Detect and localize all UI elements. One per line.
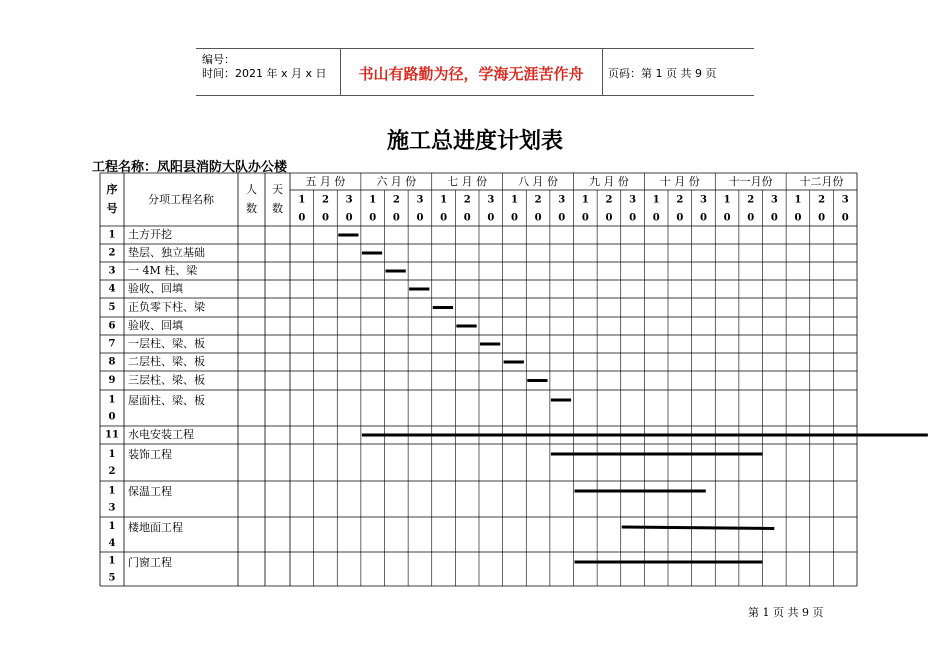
day-tick-label: 0 xyxy=(652,212,660,224)
day-tick-label: 3 xyxy=(629,194,637,206)
time-label: 时间：2021 年 x 月 x 日 xyxy=(202,67,327,80)
header-days-label: 天 xyxy=(272,183,283,196)
page-footer: 第 1 页 共 9 页 xyxy=(748,606,824,619)
month-label: 十二月份 xyxy=(799,175,844,188)
month-label: 八 月 份 xyxy=(518,175,559,188)
header-people-label: 人 xyxy=(246,183,257,196)
row-seq-number: 3 xyxy=(108,265,116,277)
day-tick-label: 2 xyxy=(463,194,471,206)
month-label: 七 月 份 xyxy=(447,175,488,188)
row-seq-number: 6 xyxy=(108,320,116,332)
day-tick-label: 0 xyxy=(463,212,471,224)
day-tick-label: 1 xyxy=(794,194,802,206)
day-tick-label: 0 xyxy=(534,212,542,224)
row-seq-number: 4 xyxy=(108,283,116,295)
day-tick-label: 0 xyxy=(345,212,353,224)
row-seq-number: 2 xyxy=(108,247,116,259)
row-seq-number: 11 xyxy=(105,429,119,441)
header-seq-label: 号 xyxy=(106,202,118,215)
month-label: 十 月 份 xyxy=(659,175,700,188)
row-task-name: 一 4M 柱、梁 xyxy=(128,264,198,277)
day-tick-label: 3 xyxy=(699,194,707,206)
day-tick-label: 1 xyxy=(440,194,448,206)
day-tick-label: 0 xyxy=(321,212,329,224)
row-seq-number: 7 xyxy=(108,338,116,350)
month-label: 九 月 份 xyxy=(588,175,629,188)
day-tick-label: 1 xyxy=(298,194,306,206)
row-seq-number: 8 xyxy=(108,356,116,368)
header-people-label: 数 xyxy=(246,202,257,215)
day-tick-label: 2 xyxy=(747,194,755,206)
motto: 书山有路勤为径，学海无涯苦作舟 xyxy=(358,65,584,83)
day-tick-label: 0 xyxy=(369,212,377,224)
month-label: 十一月份 xyxy=(728,175,773,188)
row-task-name: 验收、回填 xyxy=(128,282,183,295)
day-tick-label: 3 xyxy=(487,194,495,206)
day-tick-label: 0 xyxy=(794,212,802,224)
project-name: 工程名称：凤阳县消防大队办公楼 xyxy=(92,160,288,175)
day-tick-label: 1 xyxy=(369,194,377,206)
day-tick-label: 2 xyxy=(676,194,684,206)
row-task-name: 验收、回填 xyxy=(128,319,183,332)
day-tick-label: 0 xyxy=(818,212,826,224)
day-tick-label: 3 xyxy=(841,194,849,206)
day-tick-label: 2 xyxy=(321,194,329,206)
day-tick-label: 3 xyxy=(345,194,353,206)
row-seq-number: 4 xyxy=(108,538,116,549)
day-tick-label: 0 xyxy=(416,212,424,224)
row-task-name: 装饰工程 xyxy=(128,448,172,461)
row-task-name: 水电安装工程 xyxy=(128,428,194,441)
month-label: 五 月 份 xyxy=(305,175,346,188)
header-seq-label: 序 xyxy=(106,183,118,196)
header-days-label: 数 xyxy=(272,202,283,215)
row-seq-number: 1 xyxy=(108,485,116,497)
day-tick-label: 0 xyxy=(841,212,849,224)
day-tick-label: 1 xyxy=(652,194,660,206)
day-tick-label: 0 xyxy=(605,212,613,224)
day-tick-label: 0 xyxy=(581,212,589,224)
row-task-name: 楼地面工程 xyxy=(128,521,183,534)
row-task-name: 保温工程 xyxy=(128,485,172,498)
row-task-name: 门窗工程 xyxy=(128,556,172,569)
day-tick-label: 1 xyxy=(510,194,518,206)
day-tick-label: 2 xyxy=(392,194,400,206)
day-tick-label: 2 xyxy=(818,194,826,206)
row-seq-number: 2 xyxy=(108,466,116,477)
row-seq-number: 3 xyxy=(108,502,116,514)
row-task-name: 土方开挖 xyxy=(128,228,172,241)
day-tick-label: 0 xyxy=(676,212,684,224)
page-title: 施工总进度计划表 xyxy=(386,129,563,154)
row-seq-number: 1 xyxy=(108,555,116,567)
row-seq-number: 5 xyxy=(108,572,116,584)
day-tick-label: 0 xyxy=(723,212,731,224)
month-label: 六 月 份 xyxy=(376,175,417,188)
row-seq-number: 9 xyxy=(108,375,116,386)
row-task-name: 垫层、独立基础 xyxy=(128,246,205,259)
day-tick-label: 3 xyxy=(416,194,424,206)
day-tick-label: 2 xyxy=(605,194,613,206)
row-seq-number: 1 xyxy=(108,394,116,406)
day-tick-label: 3 xyxy=(558,194,566,206)
day-tick-label: 0 xyxy=(487,212,495,224)
row-task-name: 正负零下柱、梁 xyxy=(128,300,205,314)
row-task-name: 一层柱、梁、板 xyxy=(128,337,205,350)
row-task-name: 二层柱、梁、板 xyxy=(128,355,205,368)
day-tick-label: 0 xyxy=(440,212,448,224)
day-tick-label: 2 xyxy=(534,194,542,206)
day-tick-label: 0 xyxy=(747,212,755,224)
day-tick-label: 0 xyxy=(510,212,518,224)
day-tick-label: 1 xyxy=(581,194,589,206)
row-task-name: 三层柱、梁、板 xyxy=(128,373,205,387)
row-seq-number: 1 xyxy=(108,229,116,241)
row-seq-number: 5 xyxy=(108,302,116,313)
row-seq-number: 1 xyxy=(108,449,116,460)
day-tick-label: 0 xyxy=(629,212,637,224)
day-tick-label: 0 xyxy=(699,212,707,224)
day-tick-label: 1 xyxy=(723,194,731,206)
day-tick-label: 0 xyxy=(558,212,566,224)
schedule-bar xyxy=(622,527,775,529)
row-seq-number: 1 xyxy=(108,521,116,532)
row-seq-number: 0 xyxy=(108,411,116,423)
header-name-label: 分项工程名称 xyxy=(148,193,214,206)
row-task-name: 屋面柱、梁、板 xyxy=(128,394,205,407)
page-label: 页码：第 1 页 共 9 页 xyxy=(608,67,717,80)
day-tick-label: 0 xyxy=(770,212,778,224)
number-label: 编号： xyxy=(202,53,235,66)
day-tick-label: 0 xyxy=(392,212,400,224)
day-tick-label: 3 xyxy=(770,194,778,206)
day-tick-label: 0 xyxy=(298,212,306,224)
